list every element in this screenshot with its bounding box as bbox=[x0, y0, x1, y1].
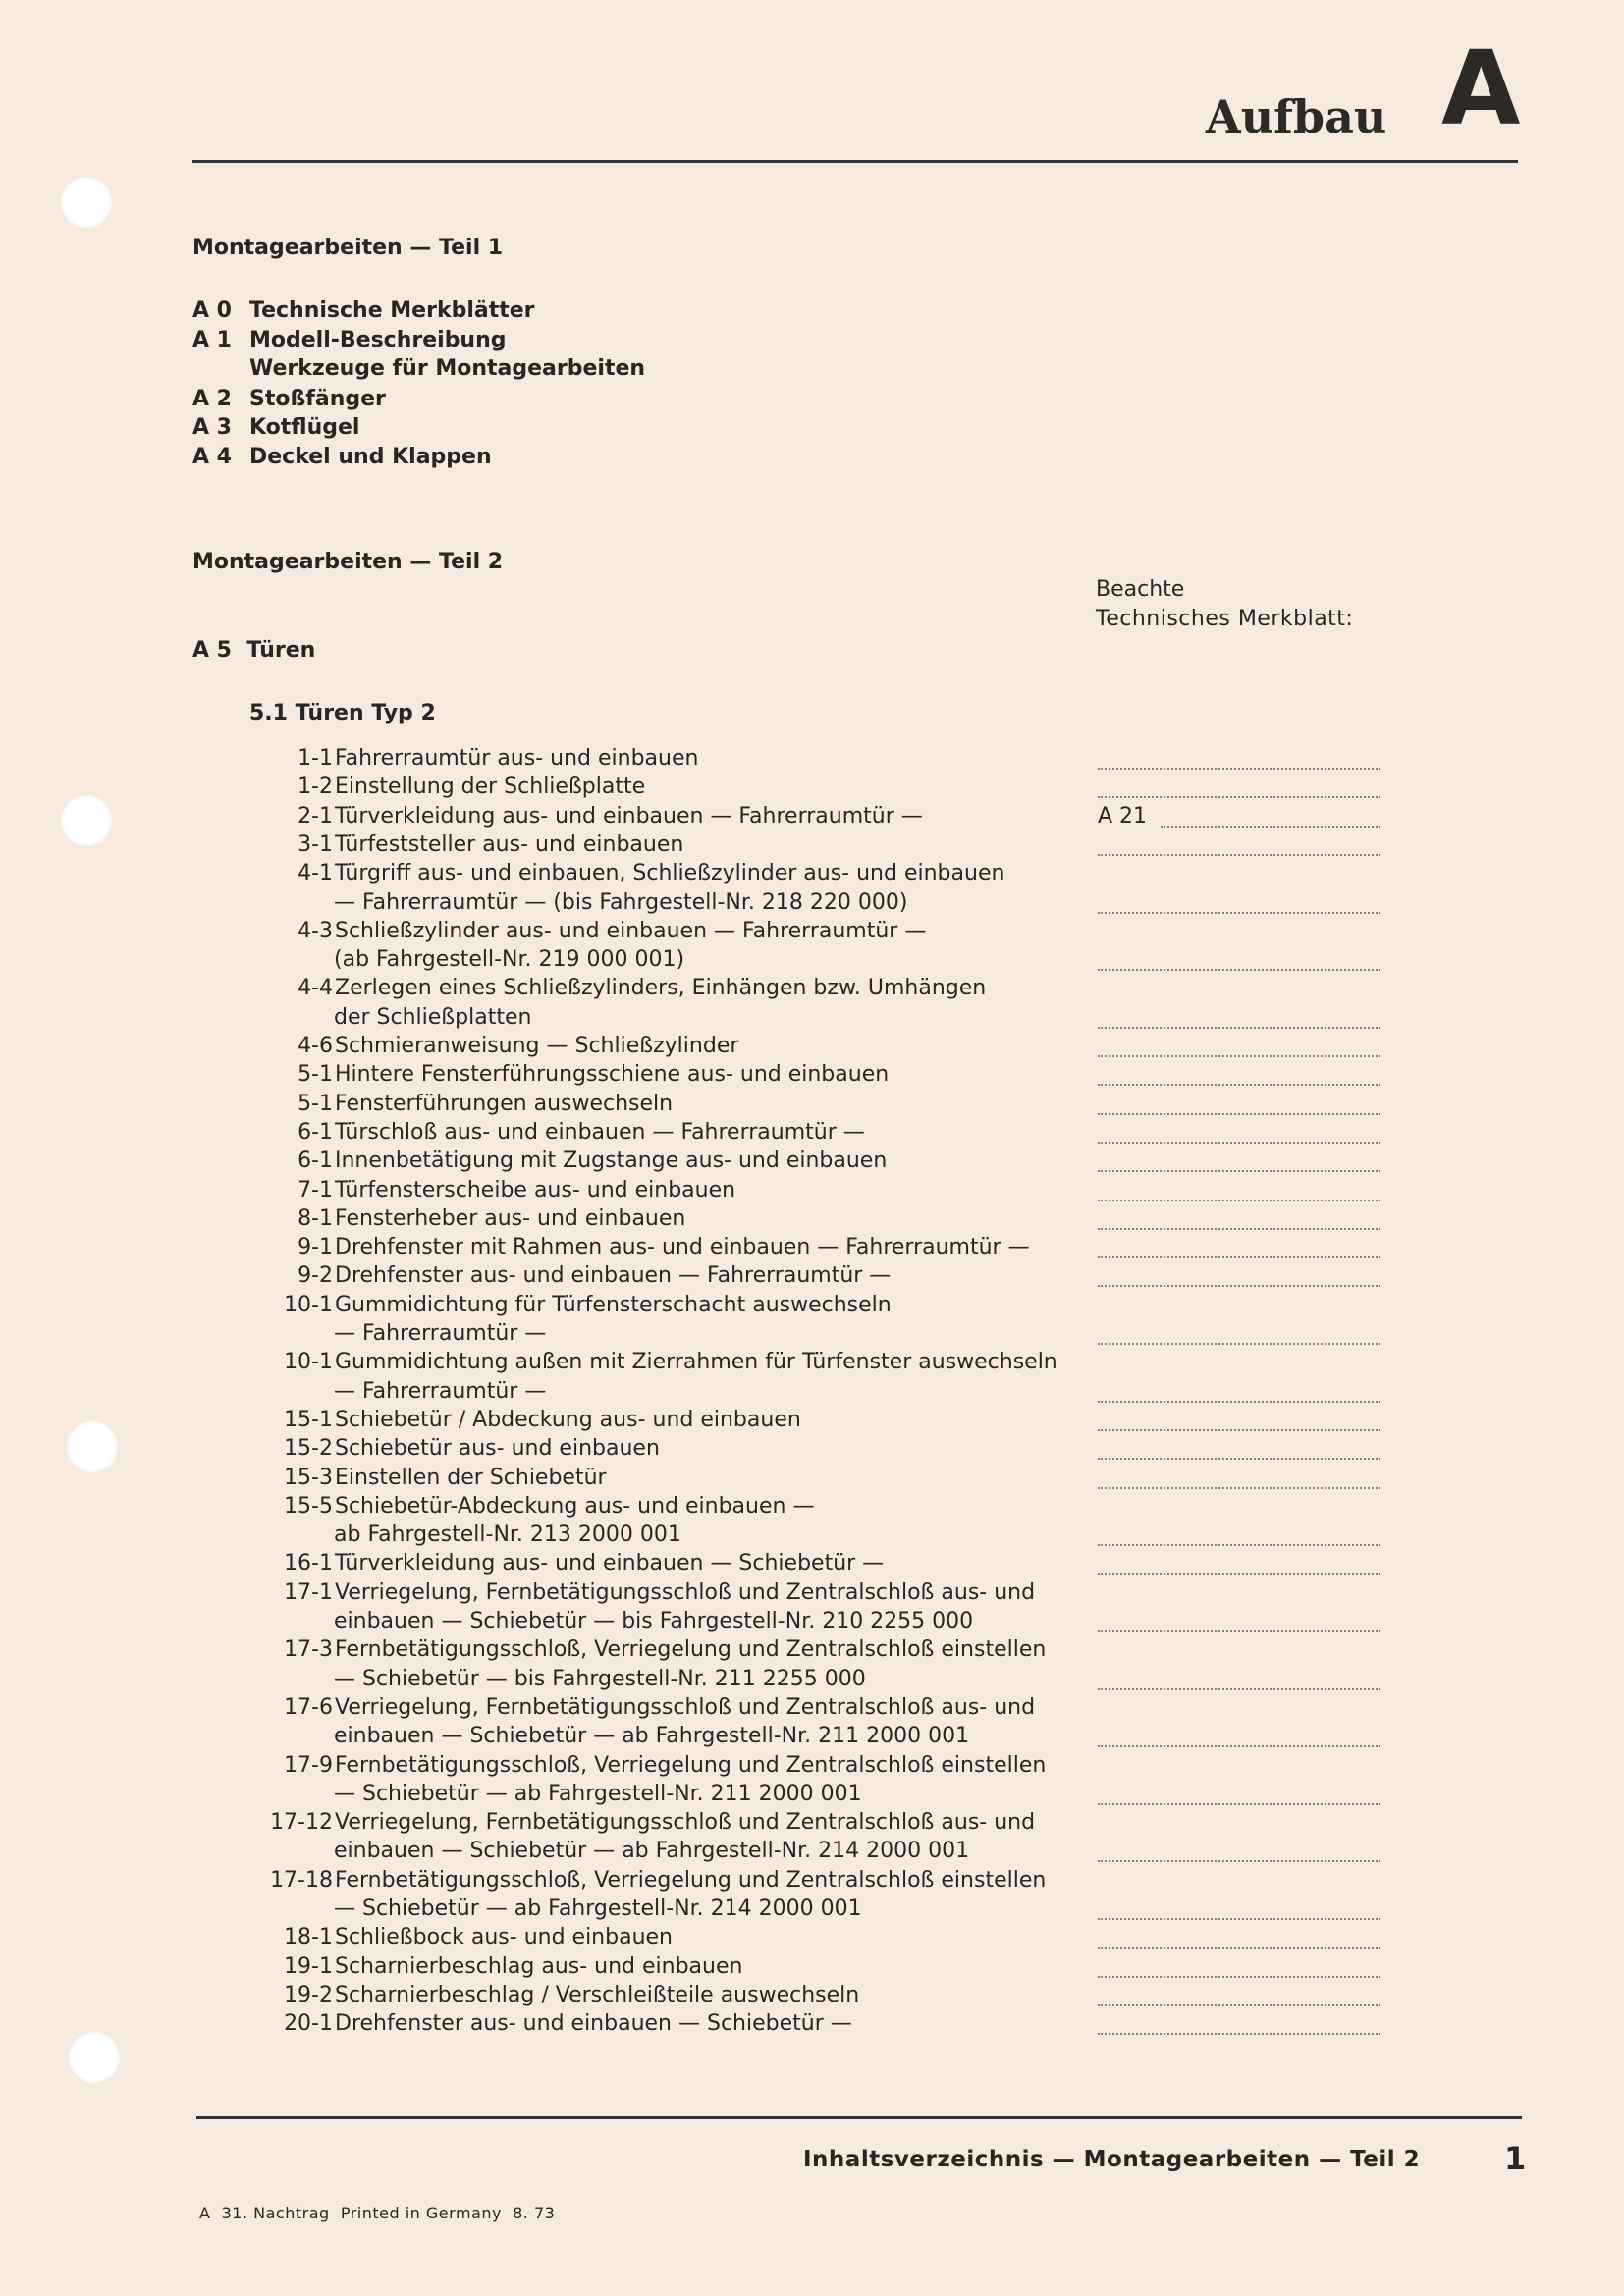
header-title: Aufbau bbox=[1206, 90, 1387, 143]
entry-text: Fensterheber aus- und einbauen bbox=[335, 1205, 686, 1231]
entry-number: 17-12 bbox=[270, 1810, 333, 1836]
entry-number: 15-1 bbox=[284, 1407, 333, 1432]
entry-dotted-leader bbox=[1098, 1916, 1380, 1920]
entry-text: Fernbetätigungsschloß, Verriegelung und Zentralschloß einstellen bbox=[335, 1867, 1047, 1893]
part1-item-code: A 0 bbox=[192, 298, 232, 323]
entry-dotted-leader bbox=[1098, 1629, 1380, 1632]
entry-number: 18-1 bbox=[284, 1925, 333, 1950]
part1-item-label: Kotflügel bbox=[249, 415, 360, 440]
footer-rule bbox=[196, 2116, 1522, 2119]
entry-text: der Schließplatten bbox=[334, 1004, 532, 1030]
entry-dotted-leader bbox=[1098, 1945, 1380, 1949]
entry-number: 3-1 bbox=[298, 831, 333, 857]
entry-number: 15-2 bbox=[284, 1436, 333, 1462]
entry-dotted-leader bbox=[1098, 1341, 1380, 1345]
entry-text: Fernbetätigungsschloß, Verriegelung und Zentralschloß einstellen bbox=[335, 1637, 1047, 1663]
entry-text: Schließzylinder aus- und einbauen — Fahrerraumtür — bbox=[335, 918, 927, 943]
entry-text: Einstellen der Schiebetür bbox=[335, 1465, 607, 1490]
entry-dotted-leader bbox=[1098, 1456, 1380, 1460]
entry-number: 9-2 bbox=[298, 1263, 333, 1289]
entry-text: einbauen — Schiebetür — ab Fahrgestell-Nr. 211 2000 001 bbox=[334, 1724, 970, 1749]
entry-number: 20-1 bbox=[284, 2011, 333, 2037]
punch-hole bbox=[67, 1421, 118, 1472]
entry-text: Hintere Fensterführungsschiene aus- und einbauen bbox=[335, 1062, 890, 1088]
entry-text: Verriegelung, Fernbetätigungsschloß und Zentralschloß aus- und bbox=[335, 1694, 1036, 1720]
entry-text: — Fahrerraumtür — (bis Fahrgestell-Nr. 218 220 000) bbox=[334, 889, 908, 915]
entry-text: Verriegelung, Fernbetätigungsschloß und Zentralschloß aus- und bbox=[335, 1579, 1036, 1605]
entry-text: Einstellung der Schließplatte bbox=[335, 774, 646, 800]
entry-number: 19-1 bbox=[284, 1953, 333, 1979]
entry-dotted-leader bbox=[1098, 852, 1380, 856]
entry-text: Drehfenster aus- und einbauen — Schiebetür — bbox=[335, 2011, 852, 2037]
punch-hole bbox=[61, 177, 112, 228]
entry-text: Scharnierbeschlag aus- und einbauen bbox=[335, 1953, 743, 1979]
entry-text: Türgriff aus- und einbauen, Schließzylinder aus- und einbauen bbox=[335, 861, 1005, 886]
entry-dotted-leader bbox=[1098, 1198, 1380, 1201]
entry-dotted-leader bbox=[1098, 1111, 1380, 1115]
part1-item-label: Stoßfänger bbox=[249, 387, 386, 411]
entry-dotted-leader bbox=[1098, 1743, 1380, 1747]
entry-number: 1-1 bbox=[298, 746, 333, 771]
entry-dotted-leader bbox=[1098, 1168, 1380, 1172]
entry-number: 16-1 bbox=[284, 1551, 333, 1576]
part1-item-code: A 1 bbox=[192, 328, 232, 352]
part1-item-code: A 4 bbox=[192, 445, 232, 469]
entry-dotted-leader bbox=[1098, 1571, 1380, 1575]
entry-text: Türverkleidung aus- und einbauen — Fahrerraumtür — bbox=[335, 803, 923, 828]
entry-text: — Fahrerraumtür — bbox=[334, 1321, 547, 1346]
entry-text: Türfensterscheibe aus- und einbauen bbox=[335, 1177, 736, 1202]
entry-dotted-leader bbox=[1098, 910, 1380, 914]
entry-number: 10-1 bbox=[284, 1292, 333, 1317]
entry-number: 4-4 bbox=[298, 976, 333, 1001]
entry-dotted-leader bbox=[1098, 766, 1380, 770]
entry-number: 4-6 bbox=[298, 1034, 333, 1058]
part1-item-code: A 2 bbox=[192, 387, 232, 411]
entry-number: 17-1 bbox=[284, 1579, 333, 1605]
subsection-heading: 5.1 Türen Typ 2 bbox=[249, 701, 436, 725]
entry-number: 7-1 bbox=[298, 1177, 333, 1202]
entry-dotted-leader bbox=[1161, 824, 1380, 828]
entry-reference: A 21 bbox=[1098, 803, 1148, 828]
part1-item-label: Werkzeuge für Montagearbeiten bbox=[249, 356, 646, 381]
entry-number: 5-1 bbox=[298, 1091, 333, 1116]
entry-text: Gummidichtung für Türfensterschacht auswechseln bbox=[335, 1292, 892, 1317]
entry-dotted-leader bbox=[1098, 1255, 1380, 1258]
entry-number: 6-1 bbox=[298, 1148, 333, 1174]
entry-dotted-leader bbox=[1098, 1082, 1380, 1086]
header-rule bbox=[192, 160, 1518, 163]
part1-heading: Montagearbeiten — Teil 1 bbox=[192, 236, 504, 260]
entry-text: Schiebetür aus- und einbauen bbox=[335, 1436, 660, 1462]
entry-text: Türschloß aus- und einbauen — Fahrerraumtür — bbox=[335, 1119, 865, 1145]
part1-item-code: A 3 bbox=[192, 415, 232, 440]
entry-text: Drehfenster aus- und einbauen — Fahrerraumtür — bbox=[335, 1263, 892, 1289]
entry-text: einbauen — Schiebetür — ab Fahrgestell-Nr. 214 2000 001 bbox=[334, 1839, 970, 1864]
entry-number: 17-3 bbox=[284, 1637, 333, 1663]
entry-text: Fensterführungen auswechseln bbox=[335, 1091, 674, 1116]
entry-dotted-leader bbox=[1098, 1974, 1380, 1978]
footer-title: Inhaltsverzeichnis — Montagearbeiten — Teil 2 bbox=[803, 2147, 1421, 2172]
entry-text: Fernbetätigungsschloß, Verriegelung und Zentralschloß einstellen bbox=[335, 1752, 1047, 1778]
entry-dotted-leader bbox=[1098, 1399, 1380, 1403]
entry-text: Zerlegen eines Schließzylinders, Einhängen bzw. Umhängen bbox=[335, 976, 987, 1001]
entry-number: 4-3 bbox=[298, 918, 333, 943]
entry-number: 10-1 bbox=[284, 1350, 333, 1375]
entry-dotted-leader bbox=[1098, 1542, 1380, 1546]
entry-number: 4-1 bbox=[298, 861, 333, 886]
entry-text: (ab Fahrgestell-Nr. 219 000 001) bbox=[334, 947, 685, 973]
note-line-2: Technisches Merkblatt: bbox=[1096, 607, 1354, 631]
entry-text: Fahrerraumtür aus- und einbauen bbox=[335, 746, 699, 771]
entry-text: Drehfenster mit Rahmen aus- und einbauen — Fahrerraumtür — bbox=[335, 1235, 1030, 1260]
entry-text: Schiebetür-Abdeckung aus- und einbauen — bbox=[335, 1493, 815, 1519]
entry-number: 9-1 bbox=[298, 1235, 333, 1260]
entry-dotted-leader bbox=[1098, 2031, 1380, 2035]
page-number: 1 bbox=[1504, 2140, 1527, 2177]
entry-number: 5-1 bbox=[298, 1062, 333, 1088]
entry-number: 15-5 bbox=[284, 1493, 333, 1519]
entry-dotted-leader bbox=[1098, 1226, 1380, 1230]
entry-text: Gummidichtung außen mit Zierrahmen für Türfenster auswechseln bbox=[335, 1350, 1057, 1375]
header-section-letter: A bbox=[1441, 28, 1521, 148]
entry-dotted-leader bbox=[1098, 794, 1380, 798]
entry-number: 8-1 bbox=[298, 1205, 333, 1231]
entry-text: — Fahrerraumtür — bbox=[334, 1378, 547, 1404]
note-line-1: Beachte bbox=[1096, 577, 1185, 602]
entry-dotted-leader bbox=[1098, 1025, 1380, 1029]
entry-dotted-leader bbox=[1098, 1858, 1380, 1862]
entry-text: ab Fahrgestell-Nr. 213 2000 001 bbox=[334, 1522, 681, 1548]
entry-text: Türfeststeller aus- und einbauen bbox=[335, 831, 684, 857]
entry-text: Schiebetür / Abdeckung aus- und einbauen bbox=[335, 1407, 801, 1432]
punch-hole bbox=[61, 795, 112, 846]
entry-number: 19-2 bbox=[284, 1982, 333, 2007]
entry-dotted-leader bbox=[1098, 1427, 1380, 1431]
entry-text: — Schiebetür — ab Fahrgestell-Nr. 214 2000 001 bbox=[334, 1896, 862, 1921]
entry-number: 17-9 bbox=[284, 1752, 333, 1778]
entry-text: einbauen — Schiebetür — bis Fahrgestell-Nr. 210 2255 000 bbox=[334, 1609, 974, 1633]
entry-text: Scharnierbeschlag / Verschleißteile auswechseln bbox=[335, 1982, 860, 2007]
entry-text: Schmieranweisung — Schließzylinder bbox=[335, 1034, 739, 1058]
entry-dotted-leader bbox=[1098, 1283, 1380, 1287]
entry-number: 15-3 bbox=[284, 1465, 333, 1490]
entry-number: 17-18 bbox=[270, 1867, 333, 1893]
entry-dotted-leader bbox=[1098, 1686, 1380, 1690]
entry-number: 2-1 bbox=[298, 803, 333, 828]
entry-text: — Schiebetür — ab Fahrgestell-Nr. 211 2000 001 bbox=[334, 1781, 862, 1806]
imprint: A 31. Nachtrag Printed in Germany 8. 73 bbox=[199, 2204, 556, 2222]
entry-dotted-leader bbox=[1098, 2002, 1380, 2006]
entry-text: Türverkleidung aus- und einbauen — Schiebetür — bbox=[335, 1551, 885, 1576]
entry-text: Innenbetätigung mit Zugstange aus- und einbauen bbox=[335, 1148, 888, 1174]
entry-number: 1-2 bbox=[298, 774, 333, 800]
part2-heading: Montagearbeiten — Teil 2 bbox=[192, 550, 504, 574]
part1-item-label: Deckel und Klappen bbox=[249, 445, 492, 469]
entry-dotted-leader bbox=[1098, 967, 1380, 971]
entry-text: Schließbock aus- und einbauen bbox=[335, 1925, 673, 1950]
part1-item-label: Modell-Beschreibung bbox=[249, 328, 507, 352]
entry-text: — Schiebetür — bis Fahrgestell-Nr. 211 2255 000 bbox=[334, 1666, 866, 1691]
entry-number: 17-6 bbox=[284, 1694, 333, 1720]
entry-number: 6-1 bbox=[298, 1119, 333, 1145]
entry-dotted-leader bbox=[1098, 1485, 1380, 1489]
entry-dotted-leader bbox=[1098, 1140, 1380, 1144]
entry-dotted-leader bbox=[1098, 1801, 1380, 1805]
entry-dotted-leader bbox=[1098, 1053, 1380, 1057]
part1-item-label: Technische Merkblätter bbox=[249, 298, 535, 323]
entry-text: Verriegelung, Fernbetätigungsschloß und Zentralschloß aus- und bbox=[335, 1810, 1036, 1836]
punch-hole bbox=[69, 2032, 120, 2083]
section-heading: A 5 Türen bbox=[192, 638, 316, 663]
